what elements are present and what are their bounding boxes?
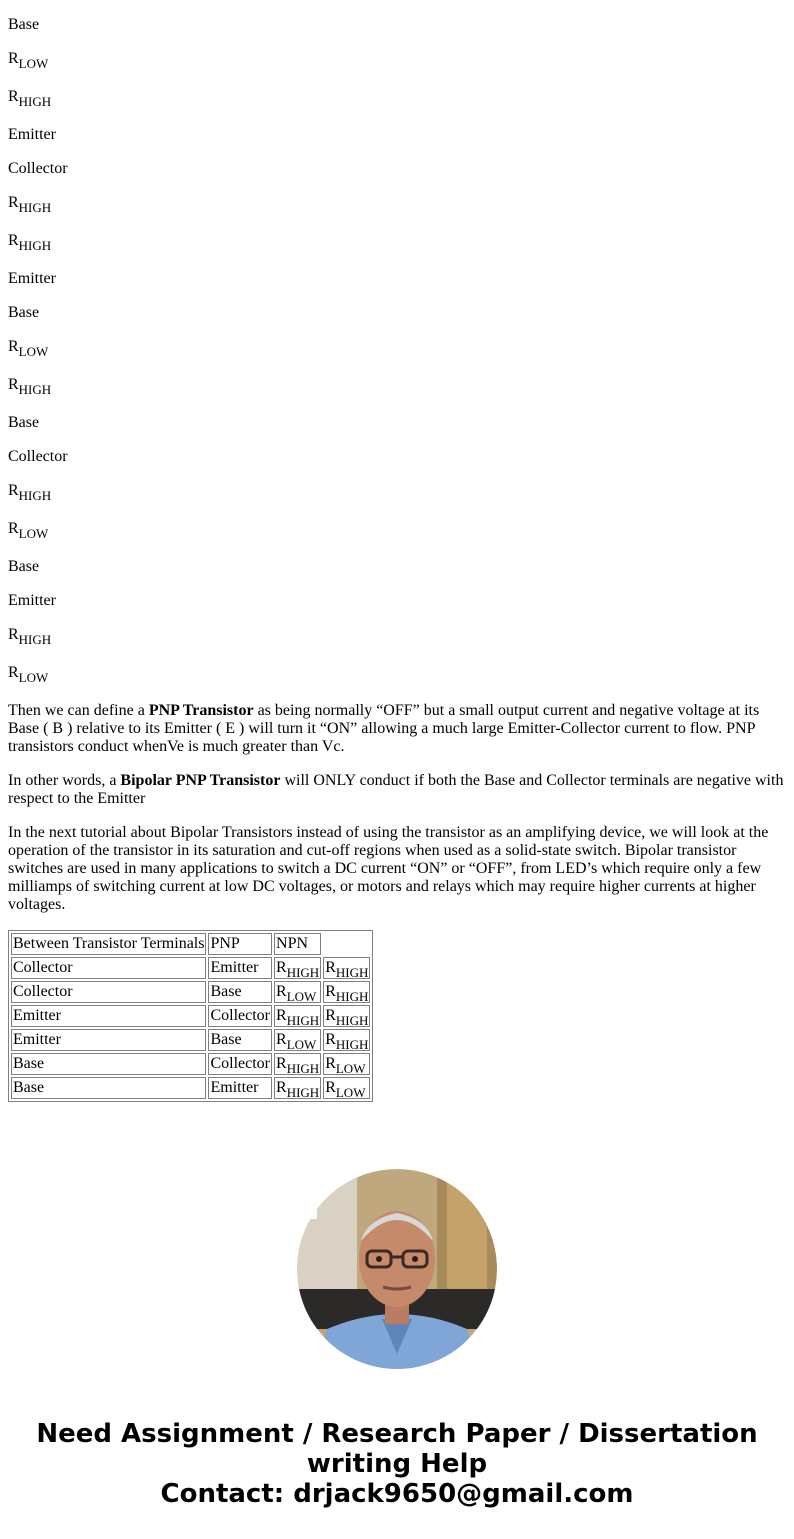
resistance-symbol: R [325, 983, 336, 1000]
resistance-level: HIGH [335, 1013, 369, 1028]
table-cell-resistance [274, 1077, 321, 1099]
terminal-label [8, 50, 786, 71]
resistance-symbol: R [325, 1079, 336, 1096]
table-cell: Base [11, 1053, 206, 1075]
paragraph-conduction-rule [8, 772, 786, 808]
label-text: Base [8, 558, 40, 575]
label-subscript: LOW [18, 526, 49, 541]
table-header-cell: Between Transistor Terminals [11, 933, 206, 955]
paragraph-text: as being normally “OFF” but a small output current and negative voltage at its Base ( B ) relative to its Emitter ( E ) will turn it “ON” allowing a much large Emitter-Collector current to flow. PNP transistors conduct whenVe is much greater than Vc. [8, 702, 760, 755]
resistance-symbol: R [276, 983, 287, 1000]
label-text: R [8, 88, 19, 105]
label-subscript: HIGH [18, 200, 52, 215]
terminal-label [8, 626, 786, 647]
banner-contact-line: Contact: drjack9650@gmail.com [160, 1479, 634, 1509]
article-content [0, 16, 794, 1102]
paragraph-text: Then we can define a [8, 702, 149, 719]
resistance-symbol: R [325, 1007, 336, 1024]
table-cell-resistance [323, 1053, 370, 1075]
label-text: R [8, 520, 19, 537]
table-cell-resistance [274, 957, 321, 979]
label-text: R [8, 232, 19, 249]
terminal-label [8, 232, 786, 253]
table-row [11, 1077, 370, 1099]
label-text: Base [8, 16, 40, 33]
resistance-symbol: R [325, 1031, 336, 1048]
resistance-symbol: R [276, 1055, 287, 1072]
resistance-symbol: R [276, 1031, 287, 1048]
paragraph-text: will ONLY conduct if both the Base and Collector terminals are negative with respect to the Emitter [8, 772, 784, 807]
terminal-label [8, 592, 786, 610]
banner-line: writing Help [306, 1449, 488, 1479]
resistance-level: HIGH [286, 1061, 320, 1076]
terminal-label [8, 88, 786, 109]
label-subscript: HIGH [18, 94, 52, 109]
table-cell-resistance [323, 1029, 370, 1051]
label-subscript: LOW [18, 56, 49, 71]
resistance-level: LOW [286, 989, 317, 1004]
paragraph-bold-term: Bipolar PNP Transistor [120, 772, 281, 789]
terminal-label [8, 558, 786, 576]
table-header-cell: PNP [208, 933, 272, 955]
table-row [11, 981, 370, 1003]
label-subscript: HIGH [18, 488, 52, 503]
resistance-level: HIGH [286, 1085, 320, 1100]
table-cell-resistance [323, 1005, 370, 1027]
label-text: R [8, 482, 19, 499]
label-text: R [8, 50, 19, 67]
label-text: Collector [8, 448, 68, 465]
table-cell: Emitter [11, 1029, 206, 1051]
table-cell-resistance [323, 957, 370, 979]
resistance-level: LOW [335, 1061, 366, 1076]
resistance-level: HIGH [335, 1037, 369, 1052]
paragraph-text: In other words, a [8, 772, 121, 789]
table-cell-resistance [274, 1029, 321, 1051]
terminal-label [8, 304, 786, 322]
table-cell: Base [208, 1029, 272, 1051]
table-cell: Collector [11, 957, 206, 979]
table-cell: Collector [11, 981, 206, 1003]
table-header-cell: NPN [274, 933, 321, 955]
paragraph-bold-term: PNP Transistor [148, 702, 254, 719]
author-avatar [297, 1169, 497, 1369]
table-cell: Collector [208, 1005, 272, 1027]
terminal-label [8, 414, 786, 432]
table-cell: Collector [208, 1053, 272, 1075]
label-text: R [8, 376, 19, 393]
label-text: R [8, 664, 19, 681]
resistance-level: HIGH [335, 965, 369, 980]
label-text: R [8, 338, 19, 355]
table-cell: Base [11, 1077, 206, 1099]
terminal-label [8, 376, 786, 397]
table-cell-resistance [274, 981, 321, 1003]
table-cell-resistance [323, 981, 370, 1003]
terminal-label [8, 270, 786, 288]
resistance-level: HIGH [286, 1013, 320, 1028]
table-cell-resistance [323, 1077, 370, 1099]
table-cell: Emitter [208, 957, 272, 979]
terminal-label [8, 194, 786, 215]
label-text: Collector [8, 160, 68, 177]
label-text: Emitter [8, 270, 56, 287]
terminal-label [8, 520, 786, 541]
table-cell-resistance [274, 1005, 321, 1027]
resistance-level: HIGH [286, 965, 320, 980]
label-text: Base [8, 304, 40, 321]
terminal-resistance-table [8, 930, 373, 1102]
table-cell: Base [208, 981, 272, 1003]
paragraph-next-tutorial: In the next tutorial about Bipolar Transistors instead of using the transistor as an amplifying device, we will look at the operation of the transistor in its saturation and cut-off regions when used as a solid-state switch. Bipolar transistor switches are used in many applications to switch a DC current “ON” or “OFF”, from LED’s which require only a few milliamps of switching current at low DC voltages, or motors and relays which may require higher currents at higher voltages. [8, 824, 769, 913]
label-subscript: LOW [18, 344, 49, 359]
label-text: R [8, 194, 19, 211]
terminal-label [8, 338, 786, 359]
table-cell: Emitter [208, 1077, 272, 1099]
label-subscript: HIGH [18, 382, 52, 397]
terminal-label [8, 160, 786, 178]
table-row [11, 1005, 370, 1027]
label-subscript: HIGH [18, 632, 52, 647]
author-photo [297, 1169, 497, 1369]
resistance-level: HIGH [335, 989, 369, 1004]
resistance-symbol: R [276, 1079, 287, 1096]
table-header-row [11, 933, 370, 955]
terminal-label [8, 16, 786, 34]
label-text: Emitter [8, 592, 56, 609]
terminal-label-list [8, 16, 786, 685]
table-cell-resistance [274, 1053, 321, 1075]
table-row [11, 1029, 370, 1051]
table-cell: Emitter [11, 1005, 206, 1027]
resistance-symbol: R [276, 1007, 287, 1024]
paragraph-pnp-definition [8, 702, 786, 756]
resistance-symbol: R [325, 1055, 336, 1072]
resistance-symbol: R [276, 959, 287, 976]
resistance-symbol: R [325, 959, 336, 976]
resistance-level: LOW [286, 1037, 317, 1052]
label-text: Base [8, 414, 40, 431]
terminal-label [8, 482, 786, 503]
table-row [11, 1053, 370, 1075]
label-subscript: HIGH [18, 238, 52, 253]
banner-line: Need Assignment / Research Paper / Dissertation [36, 1419, 758, 1449]
terminal-label [8, 126, 786, 144]
label-text: Emitter [8, 126, 56, 143]
label-subscript: LOW [18, 670, 49, 685]
terminal-label [8, 664, 786, 685]
terminal-label [8, 448, 786, 466]
table-row [11, 957, 370, 979]
resistance-level: LOW [335, 1085, 366, 1100]
assignment-help-banner [0, 1419, 794, 1509]
label-text: R [8, 626, 19, 643]
